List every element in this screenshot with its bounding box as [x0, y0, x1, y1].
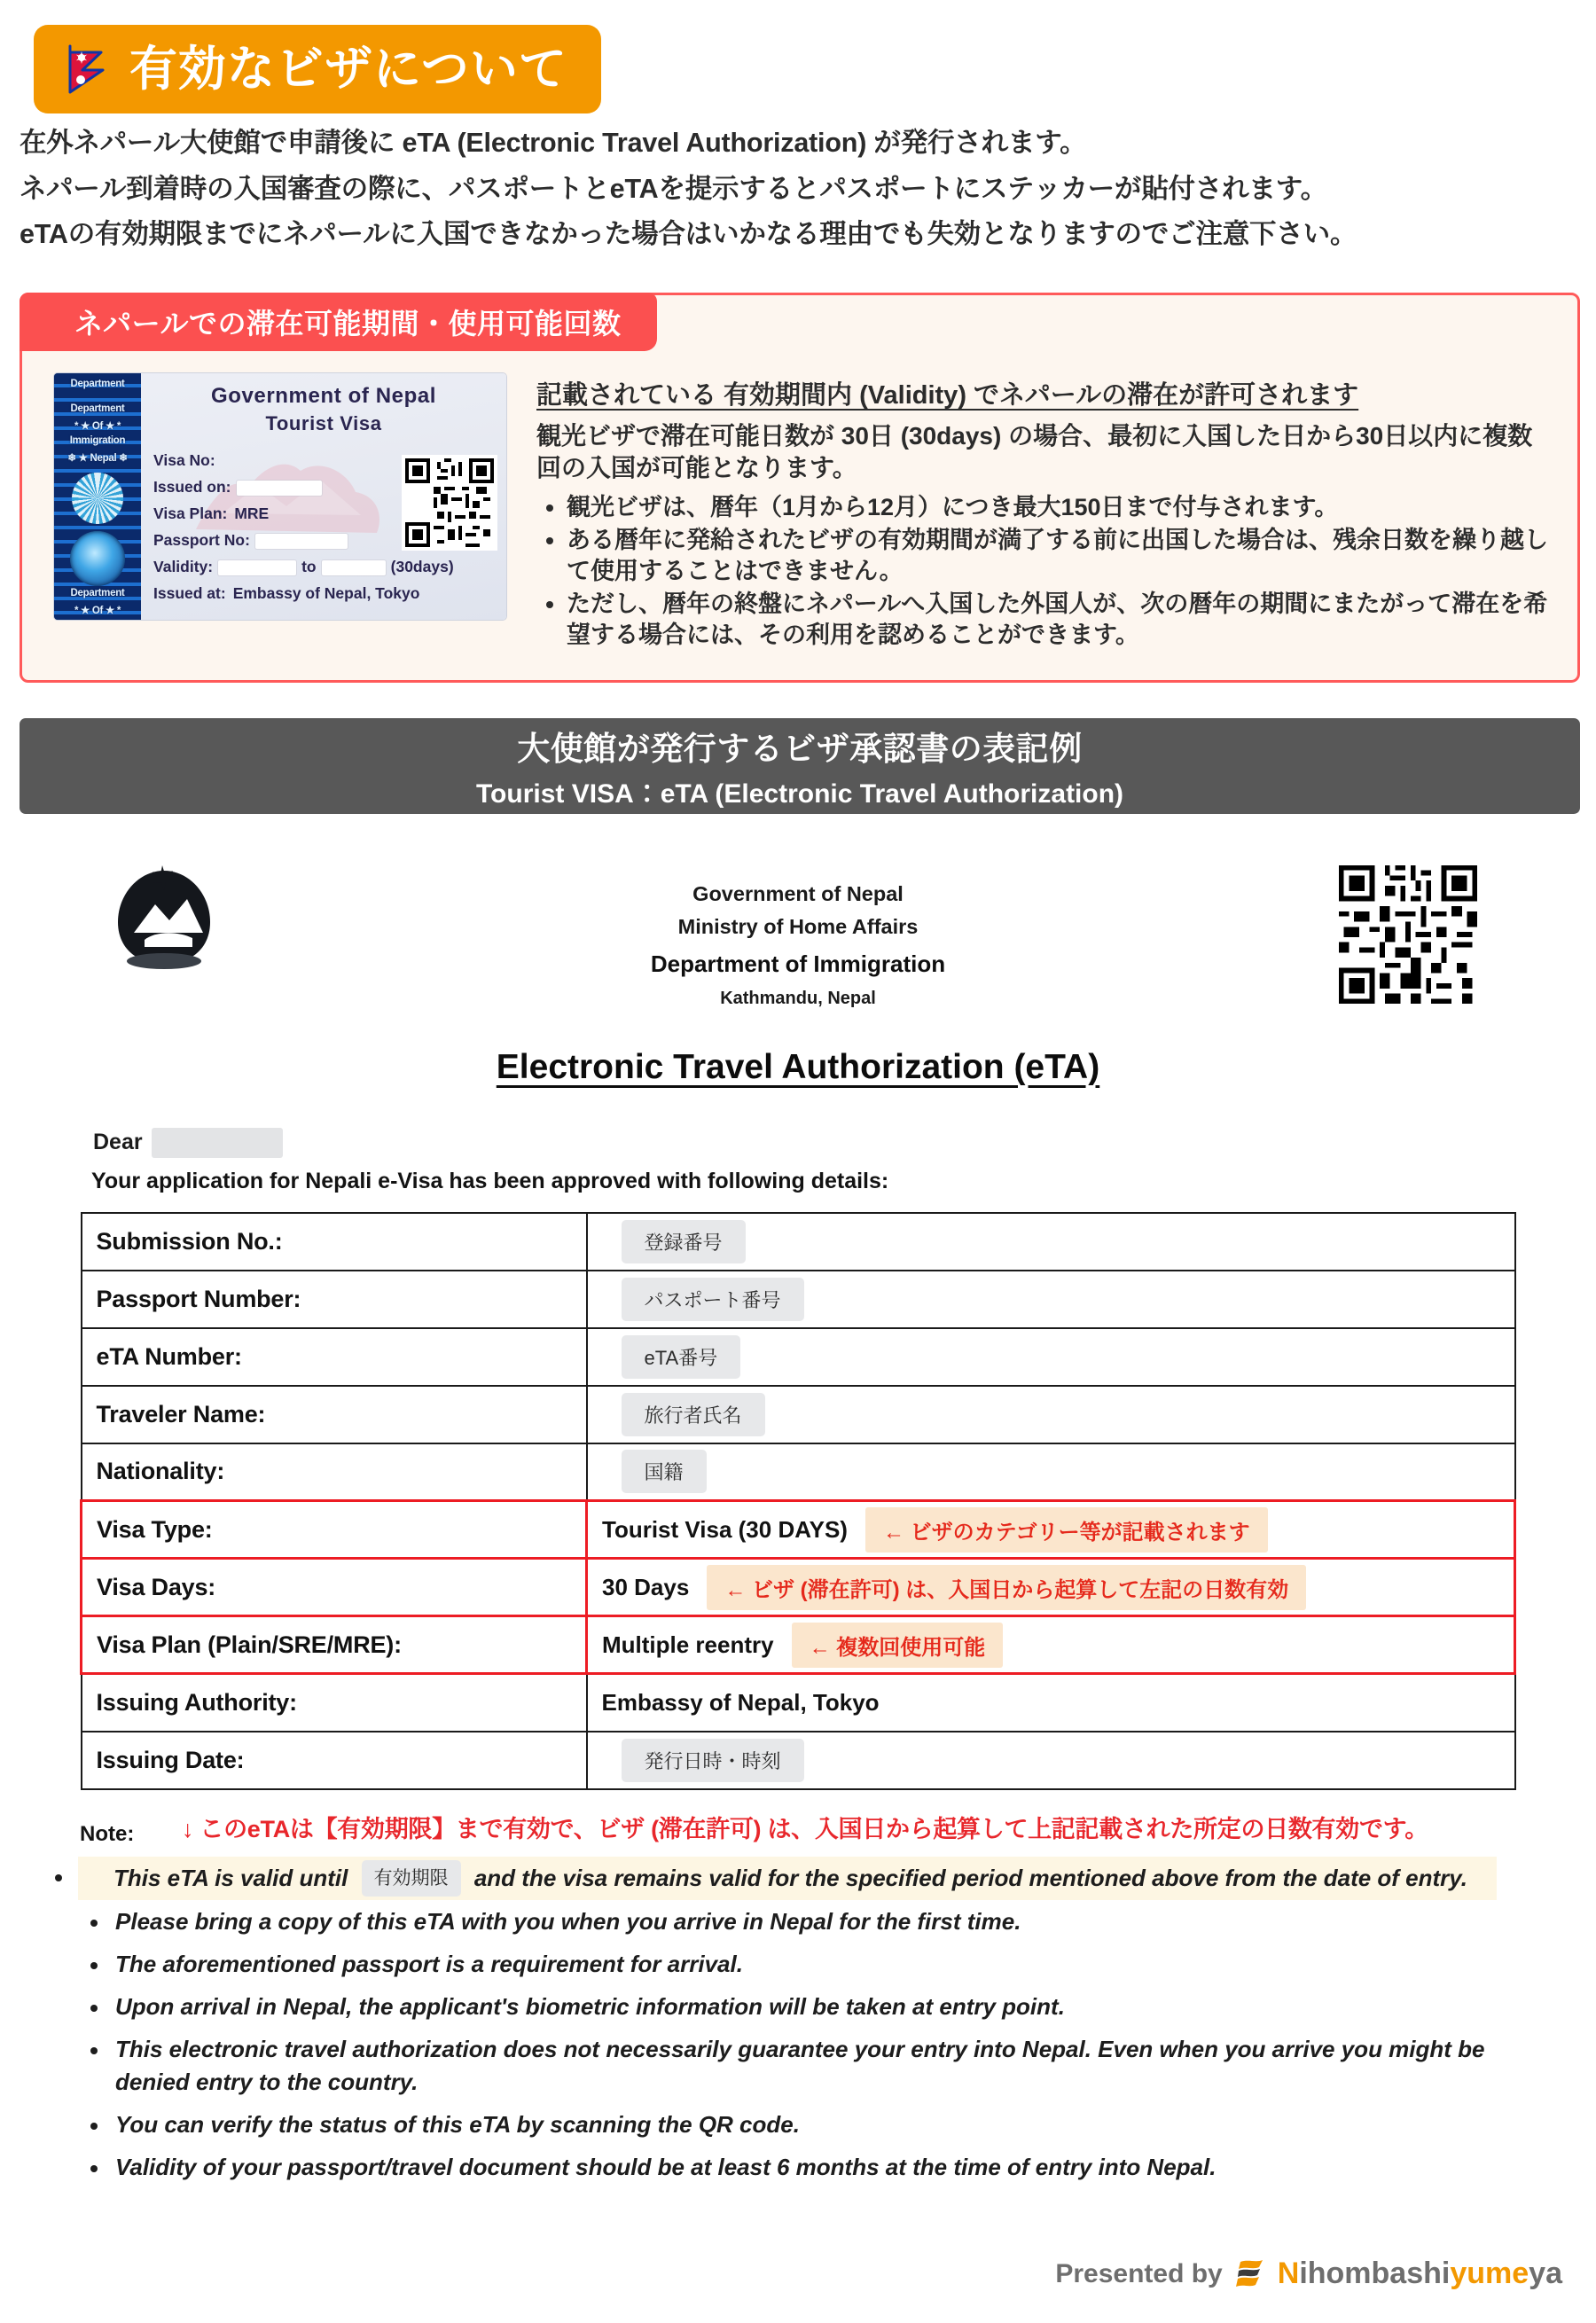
- brand-part-2: ihombashi: [1299, 2257, 1451, 2290]
- table-cell-value: [587, 1271, 1515, 1328]
- redacted-value: 旅行者氏名: [622, 1393, 765, 1436]
- visa-field-label: Validity:: [153, 558, 214, 576]
- list-item: • ある暦年に発給されたビザの有効期間が満了する前に出国した場合は、残余日数を繰り越して使用することはできません。: [567, 525, 1551, 587]
- page-title: 有効なビザについて: [129, 43, 567, 96]
- footer-presented-by-label: Presented by: [1055, 2258, 1223, 2288]
- letterhead-line-1: Government of Nepal: [692, 882, 904, 905]
- eta-qr-code-icon: [1334, 860, 1483, 1009]
- eta-salutation: [93, 1128, 1596, 1158]
- visa-field-label: Passport No:: [153, 531, 250, 550]
- list-item: Upon arrival in Nepal, the applicant's biometric information will be taken at entry point.: [113, 1991, 1497, 2023]
- visa-field-redacted: [255, 534, 348, 549]
- redacted-value: 国籍: [622, 1450, 707, 1493]
- visa-field-redacted: [218, 560, 296, 575]
- visa-field-value: Embassy of Nepal, Tokyo: [232, 584, 420, 603]
- stay-duration-card-tab-label: ネパールでの滞在可能期間・使用可能回数: [74, 308, 622, 340]
- holo-text-5: Department: [70, 588, 125, 598]
- note-redacted-value: 有効期限: [362, 1860, 461, 1897]
- visa-field-redacted: [322, 560, 386, 575]
- holo-text-3: Immigration: [69, 435, 126, 446]
- visa-qr-code-icon: [402, 455, 497, 551]
- nepal-flag-icon: [67, 43, 110, 95]
- eta-details-table: [80, 1212, 1516, 1790]
- sample-document-banner: [20, 718, 1580, 814]
- note-label: Note:: [80, 1821, 135, 1846]
- list-item: [78, 1857, 1497, 1901]
- stay-duration-heading: 記載されている 有効期間内 (Validity) でネパールの滞在が許可されます: [536, 381, 1359, 410]
- list-item: Please bring a copy of this eTA with you when you arrive in Nepal for the first time.: [113, 1905, 1497, 1938]
- visa-title-line1: Government of Nepal: [210, 384, 437, 408]
- table-row-highlighted: [82, 1559, 1515, 1616]
- table-cell-label: Issuing Date:: [82, 1732, 587, 1789]
- table-row-highlighted: [82, 1616, 1515, 1674]
- visa-field-redacted: [237, 481, 322, 496]
- redacted-value: 発行日時・時刻: [622, 1739, 804, 1782]
- table-cell-label: Nationality:: [82, 1443, 587, 1501]
- table-row: [82, 1213, 1515, 1271]
- annotation-callout: ← ビザ (滞在許可) は、入国日から起算して左記の日数有効: [707, 1565, 1306, 1610]
- table-cell-value: [587, 1328, 1515, 1386]
- visa-field-validity: [153, 554, 499, 581]
- stay-duration-paragraph: 観光ビザで滞在可能日数が 30日 (30days) の場合、最初に入国した日から30日以内に複数回の入国が可能となります。: [536, 422, 1533, 482]
- table-cell-label: eTA Number:: [82, 1328, 587, 1386]
- visa-field-issued-at: [153, 581, 499, 607]
- redacted-value: eTA番号: [622, 1335, 741, 1379]
- intro-line-3: eTAの有効期限までにネパールに入国できなかった場合はいかなる理由でも失効となりますのでご注意下さい。: [20, 219, 1357, 250]
- table-row: [82, 1443, 1515, 1501]
- yumeya-logo-icon: [1235, 2258, 1265, 2290]
- visa-field-label: Visa No:: [153, 451, 215, 470]
- table-cell-label: Visa Type:: [82, 1501, 587, 1559]
- visa-field-value: MRE: [234, 504, 270, 523]
- eta-salutation-redacted: [152, 1128, 283, 1158]
- table-cell-value: [587, 1443, 1515, 1501]
- eta-approval-line: Your application for Nepali e-Visa has been approved with following details:: [91, 1168, 889, 1193]
- tourist-visa-sticker-image: [54, 373, 506, 620]
- table-cell-value: Embassy of Nepal, Tokyo: [587, 1674, 1515, 1732]
- brand-part-3: yume: [1450, 2257, 1530, 2290]
- visa-field-label: Visa Plan:: [153, 504, 228, 523]
- table-cell-value: [587, 1559, 1515, 1616]
- redacted-value: パスポート番号: [622, 1278, 804, 1321]
- brand-part-1: N: [1277, 2257, 1300, 2290]
- table-cell-label: Issuing Authority:: [82, 1674, 587, 1732]
- list-item: The aforementioned passport is a requirement for arrival.: [113, 1948, 1497, 1981]
- holo-rosette-icon: [72, 473, 123, 524]
- visa-field-label: Issued at:: [153, 584, 226, 603]
- table-cell-label: Passport Number:: [82, 1271, 587, 1328]
- annotation-callout: ← 複数回使用可能: [792, 1623, 1004, 1668]
- table-row: [82, 1674, 1515, 1732]
- footer-brand-name: [1278, 2257, 1562, 2291]
- holo-text-1: Department: [70, 403, 125, 414]
- note-bullet-list: [0, 1857, 1596, 2184]
- brand-part-4: ya: [1529, 2257, 1562, 2290]
- eta-salutation-label: Dear: [93, 1130, 143, 1155]
- table-cell-value: [587, 1732, 1515, 1789]
- holo-seal-icon: [70, 531, 125, 586]
- table-cell-value: [587, 1616, 1515, 1674]
- table-row: [82, 1328, 1515, 1386]
- table-cell-label: Traveler Name:: [82, 1386, 587, 1443]
- list-item: Validity of your passport/travel document should be at least 6 months at the time of entry into Nepal.: [113, 2151, 1497, 2184]
- table-cell-label: Visa Plan (Plain/SRE/MRE):: [82, 1616, 587, 1674]
- footer-credit: [1055, 2257, 1562, 2291]
- letterhead-line-3: Department of Immigration: [650, 950, 946, 978]
- intro-line-1: 在外ネパール大使館で申請後に eTA (Electronic Travel Authorization) が発行されます。: [20, 128, 1087, 158]
- visa-field-label: Issued on:: [153, 478, 231, 497]
- visa-field-validity-sep: to: [301, 558, 317, 576]
- table-cell-text: Multiple reentry: [602, 1631, 774, 1658]
- table-cell-value: [587, 1213, 1515, 1271]
- table-cell-value: [587, 1386, 1515, 1443]
- table-row: [82, 1271, 1515, 1328]
- holo-text-4: ❄ ★ Nepal ❄: [67, 453, 128, 464]
- list-item: • 観光ビザは、暦年（1月から12月）につき最大150日まで付与されます。: [567, 492, 1551, 523]
- holo-text-6: * ★ Of ★ *: [74, 606, 121, 616]
- table-row: [82, 1386, 1515, 1443]
- list-item: • ただし、暦年の終盤にネパールへ入国した外国人が、次の暦年の期間にまたがって滞在を希望する場合には、その利用を認めることができます。: [567, 589, 1551, 651]
- note-annotation-japanese: ↓ このeTAは【有効期限】まで有効で、ビザ (滞在許可) は、入国日から起算して上記記載された所定の日数有効です。: [182, 1815, 1428, 1842]
- holo-text-0: Department: [70, 379, 125, 389]
- letterhead-line-2: Ministry of Home Affairs: [677, 915, 919, 939]
- visa-field-validity-days: (30days): [390, 558, 454, 576]
- sample-document-banner-subtitle: Tourist VISA：eTA (Electronic Travel Authorization): [475, 779, 1124, 809]
- note-text-pre: This eTA is valid until: [113, 1864, 348, 1891]
- table-cell-label: Visa Days:: [82, 1559, 587, 1616]
- table-row: [82, 1732, 1515, 1789]
- intro-line-2: ネパール到着時の入国審査の際に、パスポートとeTAを提示するとパスポートにステッカーが貼付されます。: [20, 173, 1327, 204]
- stay-duration-bullet-list: [536, 492, 1551, 651]
- holo-text-2: * ★ Of ★ *: [74, 421, 121, 432]
- stay-duration-card-tab: [20, 293, 657, 351]
- table-cell-label: Submission No.:: [82, 1213, 587, 1271]
- table-cell-text: 30 Days: [602, 1573, 690, 1600]
- table-row-highlighted: [82, 1501, 1515, 1559]
- eta-document-title: Electronic Travel Authorization (eTA): [496, 1047, 1100, 1086]
- list-item: You can verify the status of this eTA by scanning the QR code.: [113, 2108, 1497, 2141]
- stay-duration-text-block: [506, 370, 1556, 668]
- visa-hologram-strip: [54, 373, 141, 620]
- visa-title-line2: Tourist Visa: [265, 412, 382, 434]
- stay-duration-card: [20, 293, 1580, 683]
- eta-note-section: [0, 1810, 1596, 2184]
- table-cell-value: [587, 1501, 1515, 1559]
- redacted-value: 登録番号: [622, 1220, 746, 1263]
- page-header-banner: [34, 25, 601, 113]
- note-text-post: and the visa remains valid for the specified period mentioned above from the date of entry.: [473, 1864, 1468, 1891]
- eta-document: [0, 838, 1596, 2194]
- list-item: This electronic travel authorization does not necessarily guarantee your entry into Nepal. Even when you arrive you might be denied entry to the country.: [113, 2033, 1497, 2099]
- annotation-callout: ← ビザのカテゴリー等が記載されます: [865, 1507, 1268, 1553]
- letterhead-line-4: Kathmandu, Nepal: [720, 988, 876, 1008]
- table-cell-text: Tourist Visa (30 DAYS): [602, 1515, 848, 1543]
- intro-paragraph: [20, 126, 1580, 263]
- nepal-emblem-icon: [93, 851, 235, 975]
- sample-document-banner-title: 大使館が発行するビザ承認書の表記例: [517, 731, 1083, 767]
